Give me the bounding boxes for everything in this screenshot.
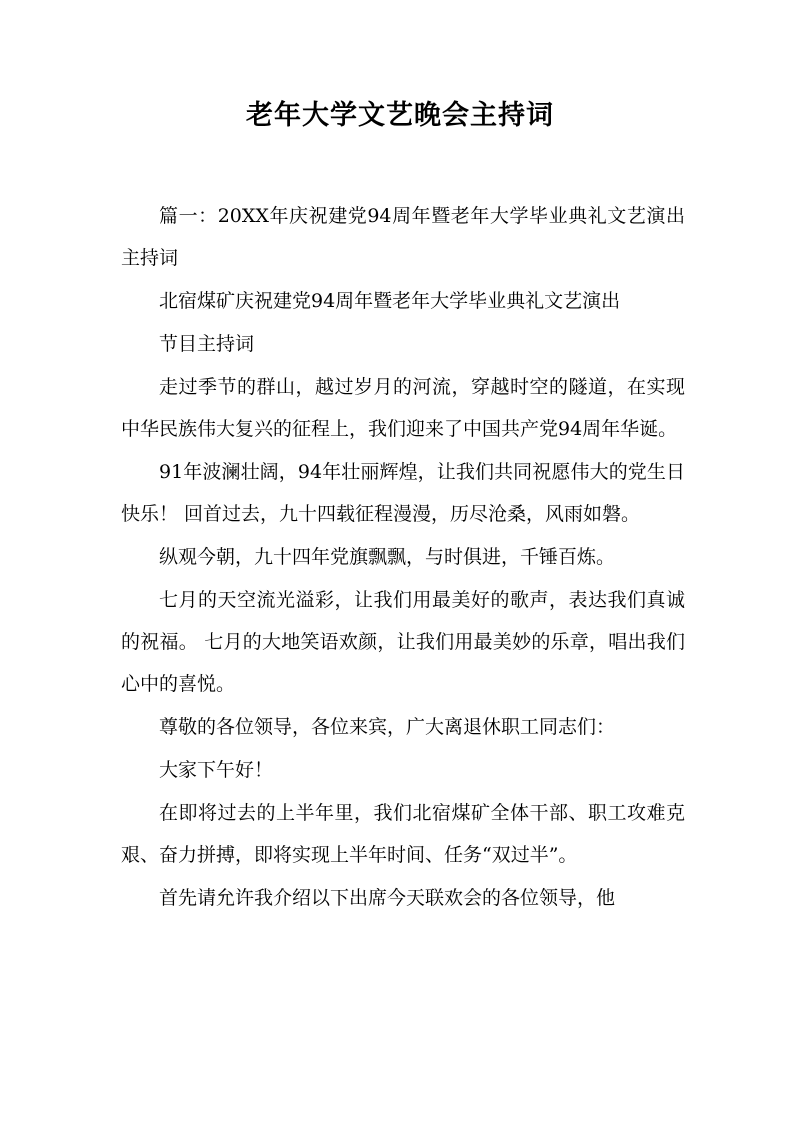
paragraph-heading-1: 篇一：20XX年庆祝建党94周年暨老年大学毕业典礼文艺演出主持词 bbox=[121, 205, 685, 269]
paragraph: 在即将过去的上半年里，我们北宿煤矿全体干部、职工攻难克艰、奋力拼搏，即将实现上半年时间、任务“双过半”。 bbox=[121, 802, 685, 866]
document-title: 老年大学文艺晚会主持词 bbox=[246, 100, 554, 131]
paragraph: 首先请允许我介绍以下出席今天联欢会的各位领导，他 bbox=[159, 887, 616, 909]
paragraph-greeting: 尊敬的各位领导，各位来宾，广大离退休职工同志们： bbox=[159, 716, 616, 738]
paragraph-section-label: 节目主持词 bbox=[159, 333, 255, 355]
paragraph: 七月的天空流光溢彩，让我们用最美好的歌声，表达我们真诚的祝福。 七月的大地笑语欢颜，让我们用最美妙的乐章，唱出我们心中的喜悦。 bbox=[121, 589, 685, 695]
document-body bbox=[121, 195, 685, 919]
paragraph: 走过季节的群山，越过岁月的河流，穿越时空的隧道，在实现中华民族伟大复兴的征程上，我们迎来了中国共产党94周年华诞。 bbox=[121, 376, 685, 440]
paragraph-greeting: 大家下午好！ bbox=[159, 759, 274, 781]
paragraph-subtitle: 北宿煤矿庆祝建党94周年暨老年大学毕业典礼文艺演出 bbox=[159, 290, 621, 312]
paragraph: 91年波澜壮阔，94年壮丽辉煌，让我们共同祝愿伟大的党生日快乐！ 回首过去，九十四载征程漫漫，历尽沧桑，风雨如磐。 bbox=[121, 461, 685, 525]
paragraph: 纵观今朝，九十四年党旗飘飘，与时俱进，千锤百炼。 bbox=[159, 546, 616, 568]
